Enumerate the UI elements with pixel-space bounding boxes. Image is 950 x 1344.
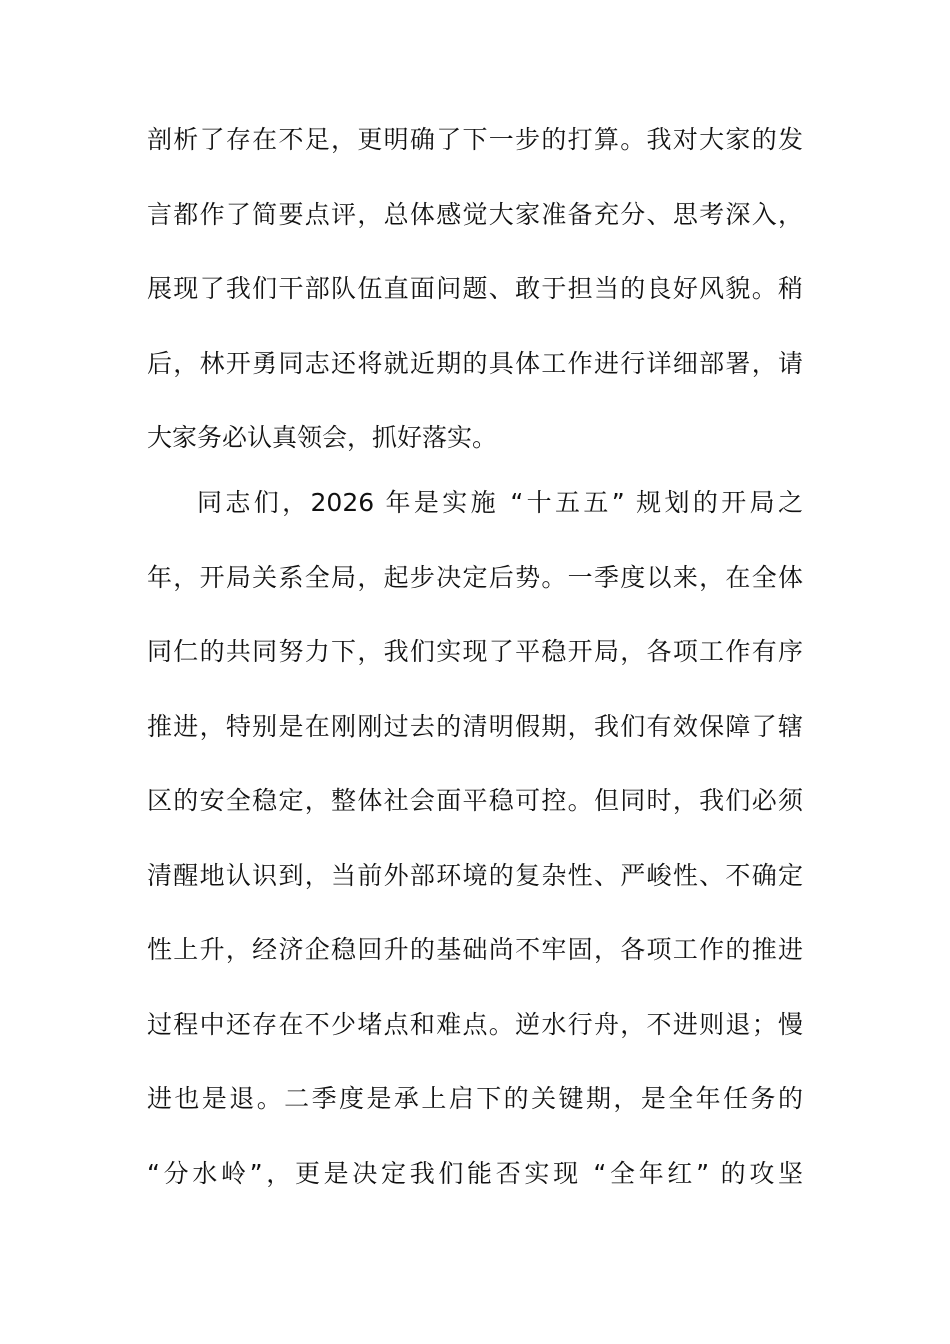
- text-line: 推进，特别是在刚刚过去的清明假期，我们有效保障了辖: [147, 711, 803, 741]
- paragraph-2: [147, 466, 803, 1211]
- text-line: 进也是退。二季度是承上启下的关键期，是全年任务的: [147, 1084, 803, 1113]
- text-line: 大家务必认真领会，抓好落实。: [147, 423, 498, 452]
- text-line: 剖析了存在不足，更明确了下一步的打算。我对大家的发: [147, 125, 803, 154]
- text-line: 后，林开勇同志还将就近期的具体工作进行详细部署，请: [147, 348, 803, 378]
- text-line: 言都作了简要点评，总体感觉大家准备充分、思考深入，: [147, 199, 803, 229]
- text-line: 年，开局关系全局，起步决定后势。一季度以来，在全体: [147, 562, 803, 592]
- text-line: 过程中还存在不少堵点和难点。逆水行舟，不进则退；慢: [147, 1009, 803, 1039]
- text-line: 性上升，经济企稳回升的基础尚不牢固，各项工作的推进: [147, 935, 803, 964]
- text-line: “分水岭”，更是决定我们能否实现 “全年红” 的攻坚: [147, 1158, 803, 1188]
- paragraph-1: [147, 103, 803, 476]
- text-line: 展现了我们干部队伍直面问题、敢于担当的良好风貌。稍: [147, 274, 803, 303]
- text-line: 同仁的共同努力下，我们实现了平稳开局，各项工作有序: [147, 637, 803, 666]
- text-line: 清醒地认识到，当前外部环境的复杂性、严峻性、不确定: [147, 860, 803, 890]
- text-line: 区的安全稳定，整体社会面平稳可控。但同时，我们必须: [147, 786, 803, 815]
- text-line: 同志们，2026 年是实施 “十五五” 规划的开局之: [197, 488, 803, 517]
